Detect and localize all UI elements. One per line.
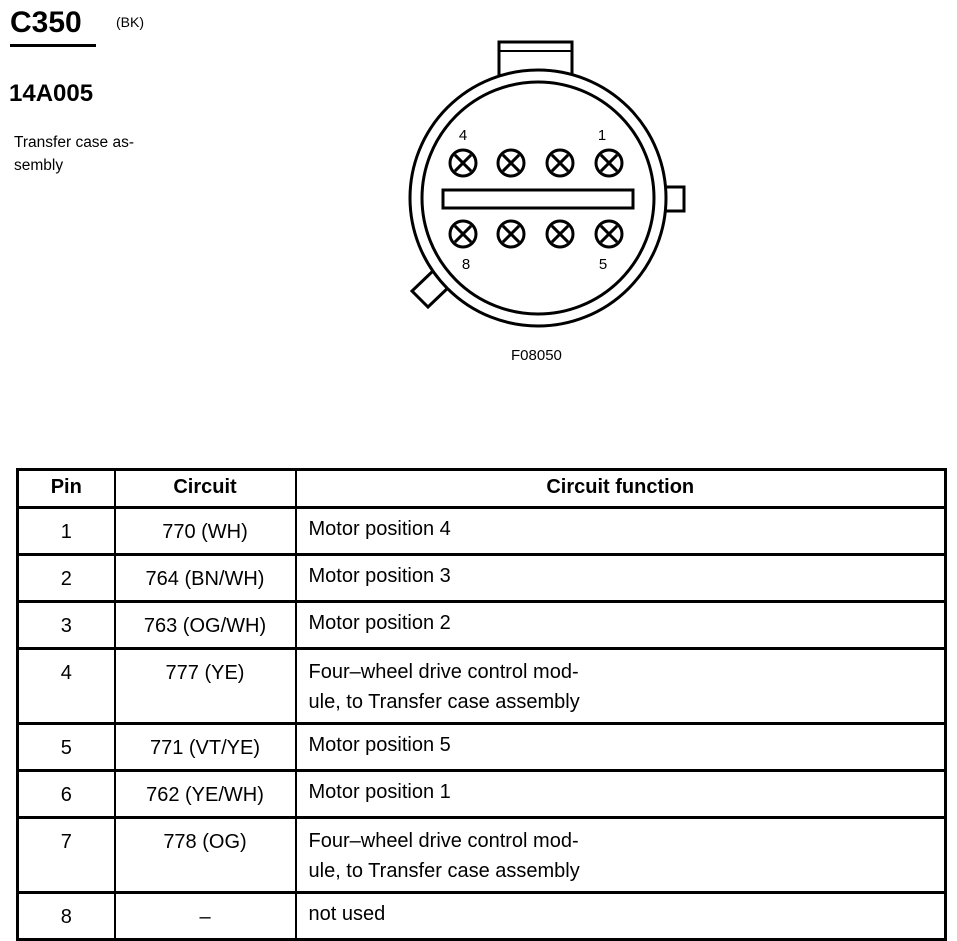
circuit-function-text: ule, to Transfer case assembly [308, 860, 580, 882]
circuit-cell: – [115, 893, 296, 940]
table-row [18, 508, 946, 555]
circuit-function-cell [296, 724, 946, 771]
circuit-function-text: Four–wheel drive control mod- [308, 830, 579, 852]
circuit-function-text: Four–wheel drive control mod- [308, 661, 579, 683]
part-description [14, 131, 134, 177]
circuit-function-text: ule, to Transfer case assembly [308, 691, 580, 713]
pin-cell: 4 [18, 649, 115, 724]
connector-center-bar [443, 190, 633, 208]
pin-label-5: 5 [598, 256, 608, 273]
part-number: 14A005 [9, 80, 94, 107]
circuit-function-cell [296, 555, 946, 602]
circuit-cell: 777 (YE) [115, 649, 296, 724]
pin-cavity-2 [547, 150, 573, 176]
connector-color: (BK) [116, 14, 144, 30]
circuit-function-text: not used [308, 903, 386, 925]
circuit-cell: 764 (BN/WH) [115, 555, 296, 602]
circuit-cell: 771 (VT/YE) [115, 724, 296, 771]
part-description-line: sembly [14, 157, 64, 174]
column-header-circuit-function: Circuit function [296, 470, 946, 508]
figure-reference: F08050 [511, 347, 562, 364]
table-row [18, 555, 946, 602]
pin-cavity-1 [596, 150, 622, 176]
pin-cell: 1 [18, 508, 115, 555]
table-row [18, 724, 946, 771]
circuit-function-cell [296, 508, 946, 555]
pin-cavity-5 [596, 221, 622, 247]
pin-cell: 7 [18, 818, 115, 893]
table-row [18, 649, 946, 724]
circuit-function-cell [296, 649, 946, 724]
pin-cavity-8 [450, 221, 476, 247]
circuit-function-cell [296, 818, 946, 893]
pin-cavity-4 [450, 150, 476, 176]
connector-face-diagram [395, 35, 695, 335]
circuit-cell: 763 (OG/WH) [115, 602, 296, 649]
circuit-cell: 778 (OG) [115, 818, 296, 893]
pin-cell: 6 [18, 771, 115, 818]
column-header-circuit: Circuit [115, 470, 296, 508]
circuit-function-text: Motor position 5 [308, 734, 451, 756]
column-header-pin: Pin [18, 470, 115, 508]
pin-cell: 3 [18, 602, 115, 649]
circuit-cell: 762 (YE/WH) [115, 771, 296, 818]
pin-label-4: 4 [458, 127, 468, 144]
connector-id-underline [10, 44, 96, 47]
connector-id: C350 [10, 6, 82, 39]
circuit-function-text: Motor position 1 [308, 781, 451, 803]
circuit-function-cell [296, 602, 946, 649]
table-header-row [18, 470, 946, 508]
pin-label-8: 8 [461, 256, 471, 273]
circuit-cell: 770 (WH) [115, 508, 296, 555]
pin-cavity-6 [547, 221, 573, 247]
pin-cell: 8 [18, 893, 115, 940]
table-row [18, 818, 946, 893]
circuit-function-cell [296, 771, 946, 818]
pin-cell: 2 [18, 555, 115, 602]
table-row [18, 602, 946, 649]
circuit-function-cell [296, 893, 946, 940]
circuit-function-text: Motor position 4 [308, 518, 451, 540]
table-row [18, 771, 946, 818]
pinout-table-body [18, 508, 946, 940]
circuit-function-text: Motor position 3 [308, 565, 451, 587]
pinout-table [16, 468, 947, 941]
part-description-line: Transfer case as- [14, 134, 135, 151]
pin-cell: 5 [18, 724, 115, 771]
circuit-function-text: Motor position 2 [308, 612, 451, 634]
pin-label-1: 1 [597, 127, 607, 144]
pin-cavity-3 [498, 150, 524, 176]
table-row [18, 893, 946, 940]
pin-cavity-7 [498, 221, 524, 247]
